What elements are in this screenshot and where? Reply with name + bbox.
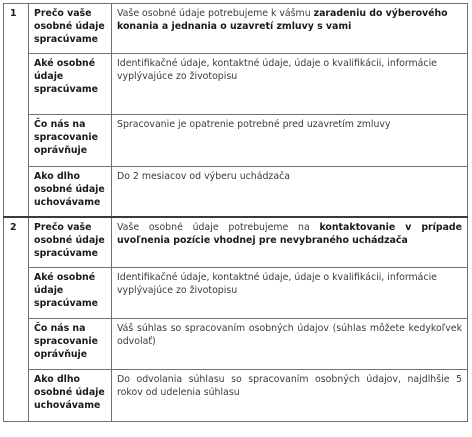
table-row <box>4 217 468 268</box>
row-label-retention: Ako dlho osobné údaje uchovávame <box>29 370 112 422</box>
table-row <box>4 370 468 422</box>
row-label-data-types: Aké osobné údaje spracúvame <box>29 54 112 115</box>
row-text-purpose <box>112 217 468 268</box>
row-label-data-types: Aké osobné údaje spracúvame <box>29 268 112 319</box>
purpose-text-bold: kontaktovanie v prípade uvoľnenia pozície vhodnej pre nevybraného uchádzača <box>117 221 462 246</box>
row-text-purpose <box>112 4 468 54</box>
purpose-text-plain: Vaše osobné údaje potrebujeme k vášmu <box>117 8 314 19</box>
row-label-retention: Ako dlho osobné údaje uchovávame <box>29 167 112 217</box>
table-row <box>4 319 468 370</box>
table-row <box>4 268 468 319</box>
row-text-data-types: Identifikačné údaje, kontaktné údaje, údaje o kvalifikácii, informácie vyplývajúce zo životopisu <box>112 54 468 115</box>
section-number: 2 <box>4 217 29 422</box>
row-label-purpose: Prečo vaše osobné údaje spracúvame <box>29 4 112 54</box>
row-label-purpose: Prečo vaše osobné údaje spracúvame <box>29 217 112 268</box>
table-row <box>4 4 468 54</box>
row-label-legal-basis: Čo nás na spracovanie oprávňuje <box>29 319 112 370</box>
table-row <box>4 54 468 115</box>
section-number: 1 <box>4 4 29 217</box>
row-label-legal-basis: Čo nás na spracovanie oprávňuje <box>29 115 112 167</box>
row-text-legal-basis: Váš súhlas so spracovaním osobných údajov (súhlas môžete kedykoľvek odvolať) <box>112 319 468 370</box>
row-text-retention: Do 2 mesiacov od výberu uchádzača <box>112 167 468 217</box>
row-text-data-types: Identifikačné údaje, kontaktné údaje, údaje o kvalifikácii, informácie vyplývajúce zo životopisu <box>112 268 468 319</box>
table-row <box>4 167 468 217</box>
purpose-text-plain: Vaše osobné údaje potrebujeme na <box>117 221 320 233</box>
purpose-text-bold: zaradeniu do výberového konania a jednania o uzavretí zmluvy s vami <box>117 8 448 32</box>
row-text-legal-basis: Spracovanie je opatrenie potrebné pred uzavretím zmluvy <box>112 115 468 167</box>
table-row <box>4 115 468 167</box>
row-text-retention: Do odvolania súhlasu so spracovaním osobných údajov, najdlhšie 5 rokov od udelenia súhlasu <box>112 370 468 422</box>
data-processing-table <box>3 3 468 422</box>
